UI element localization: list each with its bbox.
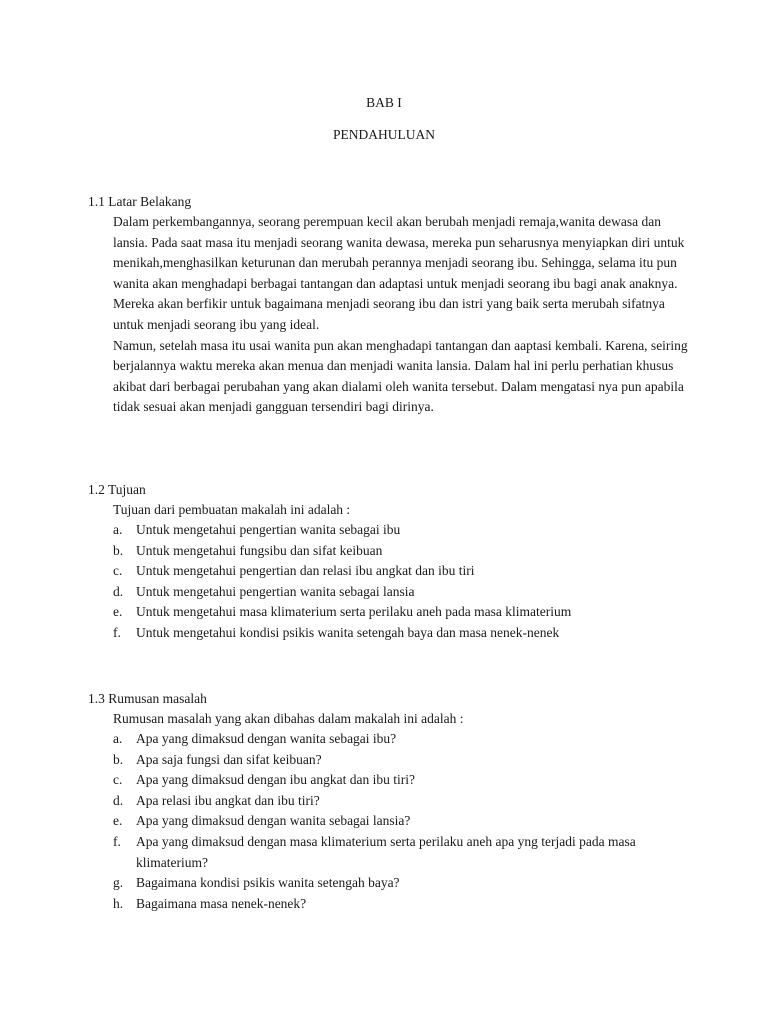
list-marker: e. bbox=[113, 813, 123, 829]
list-item bbox=[113, 602, 673, 623]
paragraph: Dalam perkembangannya, seorang perempuan kecil akan berubah menjadi remaja,wanita dewasa dan lansia. Pada saat masa itu menjadi seorang wanita dewasa, mereka pun seharusnya menyiapkan diri untuk menikah,menghasilkan keturunan dan merubah perannya menjadi seorang ibu. Sehingga, selama itu pun wanita akan menghadapi berbagai tantangan dan adaptasi untuk menjadi seorang ibu bagi anak anaknya. Mereka akan berfikir untuk bagaimana menjadi seorang ibu dan istri yang baik serta merubah sifatnya untuk menjadi seorang ibu yang ideal. bbox=[113, 214, 685, 332]
chapter-label: BAB I bbox=[366, 95, 402, 110]
list-marker: b. bbox=[113, 542, 124, 558]
tujuan-list bbox=[113, 520, 673, 644]
list-marker: d. bbox=[113, 792, 124, 808]
chapter-title: PENDAHULUAN bbox=[333, 127, 435, 142]
list-item bbox=[113, 582, 673, 603]
list-item-text: Bagaimana masa nenek-nenek? bbox=[136, 895, 307, 911]
list-item-text: Apa yang dimaksud dengan masa klimaterium serta perilaku aneh apa yng terjadi pada masa klimaterium? bbox=[136, 833, 636, 870]
list-item bbox=[113, 873, 673, 894]
list-marker: d. bbox=[113, 583, 124, 599]
rumusan-masalah-list bbox=[113, 729, 673, 914]
section-heading-tujuan: 1.2 Tujuan bbox=[88, 482, 146, 497]
list-item-text: Apa yang dimaksud dengan wanita sebagai lansia? bbox=[136, 813, 411, 829]
list-marker: g. bbox=[113, 875, 124, 891]
section-intro-rumusan-masalah: Rumusan masalah yang akan dibahas dalam makalah ini adalah : bbox=[113, 711, 464, 726]
list-item-text: Untuk mengetahui masa klimaterium serta perilaku aneh pada masa klimaterium bbox=[136, 604, 572, 620]
list-item bbox=[113, 561, 673, 582]
list-item-text: Untuk mengetahui pengertian wanita sebagai ibu bbox=[136, 522, 401, 537]
list-item-text: Untuk mengetahui pengertian wanita sebagai lansia bbox=[136, 583, 415, 599]
list-marker: b. bbox=[113, 751, 124, 767]
list-item-text: Untuk mengetahui kondisi psikis wanita setengah baya dan masa nenek-nenek bbox=[136, 624, 560, 640]
list-item-text: Bagaimana kondisi psikis wanita setengah baya? bbox=[136, 875, 400, 891]
list-item bbox=[113, 811, 673, 832]
list-item bbox=[113, 791, 673, 812]
list-marker: c. bbox=[113, 772, 123, 788]
list-item bbox=[113, 623, 673, 644]
list-item-text: Apa yang dimaksud dengan wanita sebagai ibu? bbox=[136, 731, 397, 746]
list-item-text: Apa yang dimaksud dengan ibu angkat dan ibu tiri? bbox=[136, 772, 415, 788]
list-item bbox=[113, 520, 673, 541]
list-marker: a. bbox=[113, 522, 123, 537]
list-item bbox=[113, 770, 673, 791]
section-heading-latar-belakang: 1.1 Latar Belakang bbox=[88, 194, 192, 209]
list-marker: f. bbox=[113, 624, 121, 640]
list-item bbox=[113, 894, 673, 915]
list-marker: a. bbox=[113, 731, 123, 746]
list-item bbox=[113, 729, 673, 750]
list-item-text: Apa saja fungsi dan sifat keibuan? bbox=[136, 751, 322, 767]
list-item bbox=[113, 750, 673, 771]
list-marker: e. bbox=[113, 604, 123, 620]
section-intro-tujuan: Tujuan dari pembuatan makalah ini adalah : bbox=[113, 502, 351, 517]
list-marker: f. bbox=[113, 833, 121, 849]
section-body-latar-belakang bbox=[113, 212, 688, 418]
list-item-text: Untuk mengetahui fungsibu dan sifat keibuan bbox=[136, 542, 383, 558]
list-item bbox=[113, 541, 673, 562]
list-item bbox=[113, 832, 673, 873]
list-marker: c. bbox=[113, 563, 123, 579]
list-item-text: Untuk mengetahui pengertian dan relasi ibu angkat dan ibu tiri bbox=[136, 563, 475, 579]
list-item-text: Apa relasi ibu angkat dan ibu tiri? bbox=[136, 792, 320, 808]
section-heading-rumusan-masalah: 1.3 Rumusan masalah bbox=[88, 691, 207, 706]
paragraph: Namun, setelah masa itu usai wanita pun akan menghadapi tantangan dan aaptasi kembali. Karena, seiring berjalannya waktu mereka akan menua dan menjadi wanita lansia. Dalam hal ini perlu perhatian khusus akibat dari berbagai perubahan yang akan dialami oleh wanita tersebut. Dalam mengatasi nya pun apabila tidak sesuai akan menjadi gangguan tersendiri bagi dirinya. bbox=[113, 337, 688, 415]
list-marker: h. bbox=[113, 895, 124, 911]
